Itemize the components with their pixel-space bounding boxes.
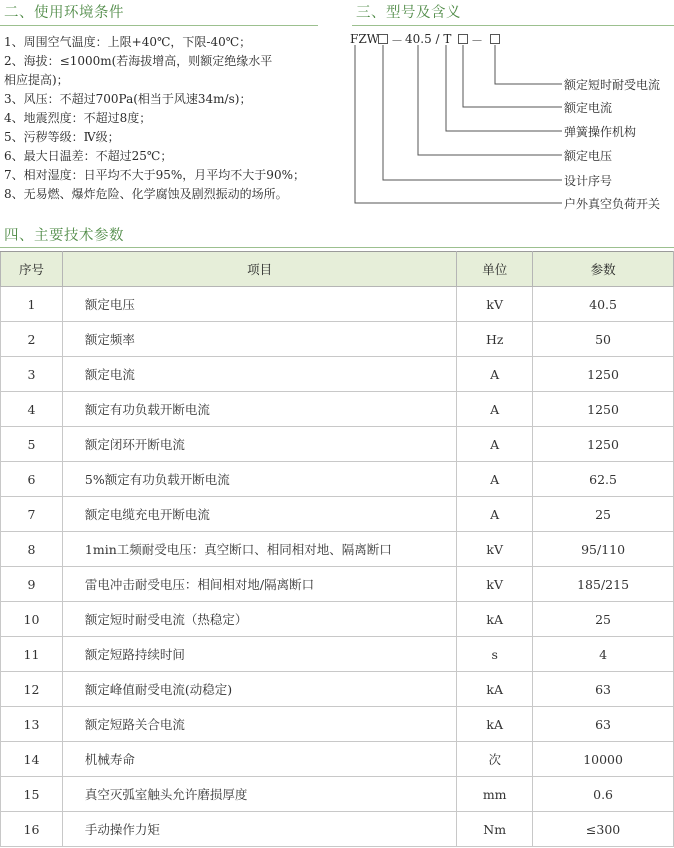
cell-unit: 次 — [457, 742, 533, 777]
cell-item: 额定电流 — [62, 357, 456, 392]
cell-no: 6 — [1, 462, 63, 497]
cell-value: 185/215 — [533, 567, 674, 602]
cell-item: 5%额定有功负载开断电流 — [62, 462, 456, 497]
header-value: 参数 — [533, 252, 674, 287]
cell-unit: A — [457, 392, 533, 427]
list-item: 1、周围空气温度：上限+40℃，下限-40℃； — [4, 35, 252, 49]
table-row — [1, 637, 674, 672]
cell-unit: Hz — [457, 322, 533, 357]
meaning-spring-mechanism: 弹簧操作机构 — [564, 125, 637, 139]
cell-item: 额定电缆充电开断电流 — [62, 497, 456, 532]
table-row — [1, 777, 674, 812]
model-dash: － — [471, 34, 484, 48]
cell-item: 额定短路关合电流 — [62, 707, 456, 742]
cell-value: 25 — [533, 497, 674, 532]
cell-item: 额定峰值耐受电流(动稳定) — [62, 672, 456, 707]
cell-value: 4 — [533, 637, 674, 672]
section-title-model: 三、型号及含义 — [356, 5, 461, 21]
cell-no: 13 — [1, 707, 63, 742]
section-title-environment: 二、使用环境条件 — [4, 5, 124, 21]
cell-item: 额定短路持续时间 — [62, 637, 456, 672]
header-no: 序号 — [1, 252, 63, 287]
cell-item: 额定短时耐受电流（热稳定） — [62, 602, 456, 637]
cell-value: 1250 — [533, 392, 674, 427]
cell-unit: kV — [457, 567, 533, 602]
cell-value: 50 — [533, 322, 674, 357]
cell-value: ≤300 — [533, 812, 674, 847]
meaning-outdoor-vacuum-switch: 户外真空负荷开关 — [564, 197, 661, 211]
cell-item: 额定有功负载开断电流 — [62, 392, 456, 427]
cell-value: 0.6 — [533, 777, 674, 812]
meaning-rated-current: 额定电流 — [564, 101, 613, 115]
meaning-short-time-current: 额定短时耐受电流 — [564, 78, 661, 92]
cell-item: 真空灭弧室触头允许磨损厚度 — [62, 777, 456, 812]
cell-value: 63 — [533, 707, 674, 742]
cell-unit: mm — [457, 777, 533, 812]
table-row — [1, 532, 674, 567]
cell-no: 1 — [1, 287, 63, 322]
cell-value: 25 — [533, 602, 674, 637]
cell-unit: kA — [457, 707, 533, 742]
list-item: 相应提高)； — [4, 73, 69, 87]
cell-item: 手动操作力矩 — [62, 812, 456, 847]
table-row — [1, 497, 674, 532]
list-item: 6、最大日温差：不超过25℃； — [4, 149, 173, 163]
list-item: 2、海拔：≤1000m(若海拔增高，则额定绝缘水平 — [4, 54, 273, 68]
cell-no: 14 — [1, 742, 63, 777]
list-item: 3、风压：不超过700Pa(相当于风速34m/s)； — [4, 92, 252, 106]
cell-unit: kA — [457, 602, 533, 637]
cell-value: 1250 — [533, 427, 674, 462]
table-row — [1, 357, 674, 392]
cell-no: 11 — [1, 637, 63, 672]
technical-params-table — [0, 251, 674, 847]
cell-unit: A — [457, 462, 533, 497]
cell-no: 3 — [1, 357, 63, 392]
list-item: 5、污秽等级：Ⅳ级； — [4, 130, 120, 144]
table-row — [1, 287, 674, 322]
model-prefix: FZW — [350, 32, 379, 46]
cell-item: 1min工频耐受电压：真空断口、相同相对地、隔离断口 — [62, 532, 456, 567]
cell-value: 10000 — [533, 742, 674, 777]
table-row — [1, 602, 674, 637]
cell-value: 1250 — [533, 357, 674, 392]
cell-value: 40.5 — [533, 287, 674, 322]
cell-item: 额定频率 — [62, 322, 456, 357]
table-row — [1, 427, 674, 462]
list-item: 8、无易燃、爆炸危险、化学腐蚀及剧烈振动的场所。 — [4, 187, 288, 201]
cell-no: 8 — [1, 532, 63, 567]
cell-unit: kV — [457, 287, 533, 322]
meaning-rated-voltage: 额定电压 — [564, 149, 613, 163]
table-row — [1, 567, 674, 602]
cell-no: 2 — [1, 322, 63, 357]
cell-no: 7 — [1, 497, 63, 532]
cell-value: 63 — [533, 672, 674, 707]
cell-no: 4 — [1, 392, 63, 427]
table-row — [1, 742, 674, 777]
cell-item: 雷电冲击耐受电压：相间相对地/隔离断口 — [62, 567, 456, 602]
section-title-technical-params: 四、主要技术参数 — [4, 228, 124, 244]
table-header-row — [1, 252, 674, 287]
cell-value: 62.5 — [533, 462, 674, 497]
cell-unit: A — [457, 497, 533, 532]
list-item: 4、地震烈度：不超过8度； — [4, 111, 152, 125]
cell-unit: kV — [457, 532, 533, 567]
list-item: 7、相对湿度：日平均不大于95%，月平均不大于90%； — [4, 168, 305, 182]
cell-unit: kA — [457, 672, 533, 707]
cell-unit: Nm — [457, 812, 533, 847]
table-row — [1, 812, 674, 847]
table-row — [1, 392, 674, 427]
table-row — [1, 462, 674, 497]
table-row — [1, 322, 674, 357]
table-row — [1, 707, 674, 742]
cell-no: 9 — [1, 567, 63, 602]
model-mid: 40.5 / T — [405, 32, 452, 46]
model-dash: － — [391, 34, 404, 48]
section-underline — [0, 247, 674, 248]
cell-no: 12 — [1, 672, 63, 707]
meaning-design-no: 设计序号 — [564, 174, 613, 188]
cell-value: 95/110 — [533, 532, 674, 567]
header-unit: 单位 — [457, 252, 533, 287]
cell-unit: s — [457, 637, 533, 672]
cell-no: 16 — [1, 812, 63, 847]
cell-item: 额定电压 — [62, 287, 456, 322]
table-row — [1, 672, 674, 707]
cell-no: 15 — [1, 777, 63, 812]
cell-item: 额定闭环开断电流 — [62, 427, 456, 462]
cell-no: 5 — [1, 427, 63, 462]
cell-item: 机械寿命 — [62, 742, 456, 777]
cell-unit: A — [457, 427, 533, 462]
cell-unit: A — [457, 357, 533, 392]
header-item: 项目 — [62, 252, 456, 287]
cell-no: 10 — [1, 602, 63, 637]
